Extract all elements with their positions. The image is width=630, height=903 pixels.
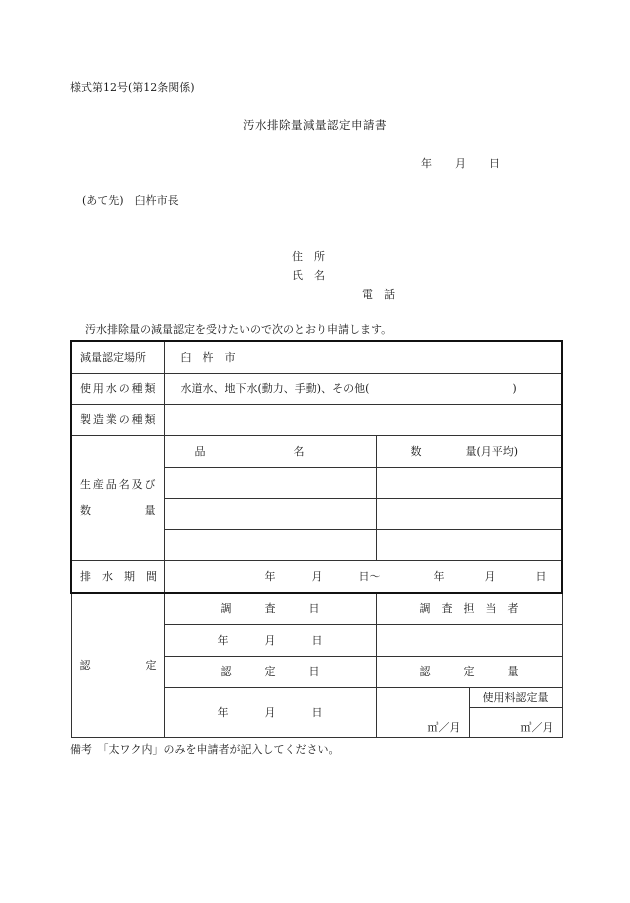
- row-industry: [71, 404, 562, 435]
- date-day: 日: [489, 157, 500, 170]
- addressee: (あて先) 臼杵市長: [82, 194, 179, 207]
- quantity-cell[interactable]: [376, 529, 562, 560]
- footnote: 備考 「太ワク内」のみを申請者が記入してください。: [70, 743, 340, 756]
- survey-year: 年: [217, 633, 229, 647]
- water-type-value[interactable]: [164, 373, 562, 404]
- quantity-cell[interactable]: [376, 467, 562, 498]
- industry-value[interactable]: [164, 404, 562, 435]
- drainage-period-label: 排 水 期 間: [71, 560, 164, 593]
- period-year-end: 年: [433, 569, 445, 583]
- row-drainage-period: [71, 560, 562, 593]
- water-type-close: ): [512, 382, 517, 395]
- row-location: [71, 341, 562, 373]
- form-number: 様式第12号(第12条関係): [70, 81, 195, 94]
- date-year: 年: [421, 157, 432, 170]
- row-survey-header: [71, 593, 562, 624]
- period-month-start: 月: [311, 569, 323, 583]
- industry-label: 製造業の種類: [71, 404, 164, 435]
- cert-amount-header: 認 定 量: [376, 656, 562, 687]
- water-type-label: 使用水の種類: [71, 373, 164, 404]
- product-name-cell[interactable]: [164, 467, 376, 498]
- surveyor-header: 調 査 担 当 者: [376, 593, 562, 624]
- cert-date-header: 認 定 日: [164, 656, 376, 687]
- date-month: 月: [455, 157, 466, 170]
- usage-fee-amount-value[interactable]: ㎥／月: [469, 707, 562, 737]
- survey-day: 日: [311, 633, 323, 647]
- surveyor-value[interactable]: [376, 624, 562, 656]
- product-name-header: 品 名: [164, 435, 376, 467]
- applicant-name-label: 氏 名: [292, 269, 325, 282]
- quantity-header: 数 量(月平均): [376, 435, 562, 467]
- cert-year: 年: [217, 705, 229, 719]
- water-type-options: 水道水、地下水(動力、手動)、その他(: [180, 382, 370, 395]
- row-product-header: [71, 435, 562, 467]
- period-month-end: 月: [484, 569, 496, 583]
- period-day-start: 日〜: [358, 569, 381, 583]
- certification-label: 認 定: [71, 593, 164, 737]
- survey-date-header: 調 査 日: [164, 593, 376, 624]
- document-title: 汚水排除量減量認定申請書: [243, 118, 387, 132]
- applicant-address-label: 住 所: [292, 250, 325, 263]
- location-value[interactable]: 臼 杵 市: [164, 341, 562, 373]
- product-label: [71, 435, 164, 560]
- product-label-line1: 生産品名及び: [80, 478, 156, 492]
- product-name-cell[interactable]: [164, 498, 376, 529]
- application-table: [70, 340, 563, 738]
- date-line: [421, 158, 500, 169]
- location-label: 減量認定場所: [71, 341, 164, 373]
- cert-day: 日: [311, 705, 323, 719]
- period-year-start: 年: [264, 569, 276, 583]
- cert-amount-value[interactable]: ㎥／月: [376, 687, 469, 737]
- drainage-period-value[interactable]: [164, 560, 562, 593]
- product-label-line2: 数 量: [80, 503, 156, 517]
- period-day-end: 日: [535, 569, 547, 583]
- intro-statement: 汚水排除量の減量認定を受けたいので次のとおり申請します。: [85, 323, 393, 336]
- survey-date-value[interactable]: [164, 624, 376, 656]
- cert-month: 月: [264, 705, 276, 719]
- survey-month: 月: [264, 633, 276, 647]
- applicant-phone-label: 電 話: [362, 288, 395, 301]
- row-water-type: [71, 373, 562, 404]
- usage-fee-amount-header: 使用料認定量: [469, 687, 562, 707]
- cert-date-value[interactable]: [164, 687, 376, 737]
- quantity-cell[interactable]: [376, 498, 562, 529]
- product-name-cell[interactable]: [164, 529, 376, 560]
